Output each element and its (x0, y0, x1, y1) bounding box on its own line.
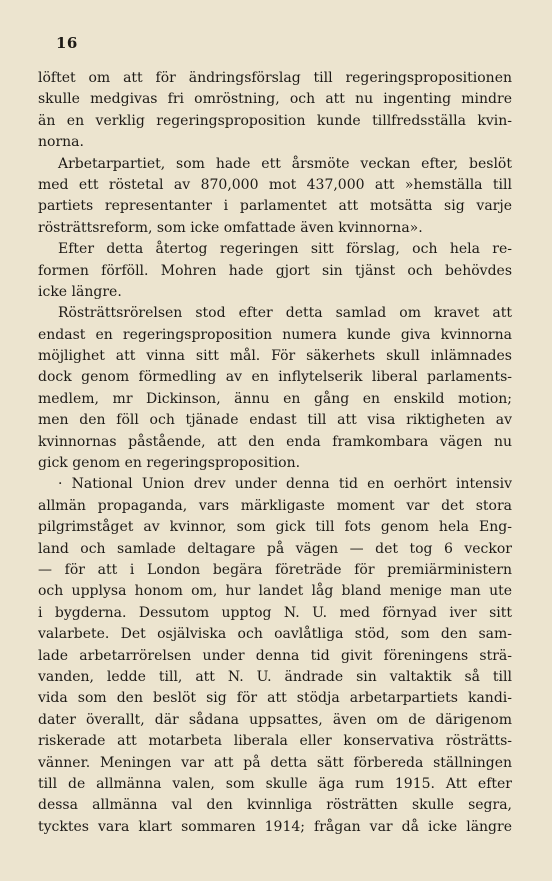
text-line: Rösträttsrörelsen stod efter detta samlad om kravet att (58, 305, 512, 322)
text-line: vänner. Meningen var att på detta sätt förbereda ställningen (38, 754, 512, 771)
text-line: vida som den beslöt sig för att stödja arbetarpartiets kandi- (38, 690, 512, 707)
text-line: icke längre. (38, 283, 122, 300)
text-line: löftet om att för ändringsförslag till regeringspropositionen (38, 70, 512, 86)
text-line: möjlighet att vinna sitt mål. För säkerhets skull inlämnades (38, 348, 512, 365)
text-line: och upplysa honom om, hur landet låg bland menige man ute (38, 583, 512, 600)
text-line: pilgrimståget av kvinnor, som gick till fots genom hela Eng- (38, 519, 512, 536)
text-line: · National Union drev under denna tid en oerhört intensiv (58, 476, 512, 493)
text-line: rösträttsreform, som icke omfattade även kvinnorna». (38, 219, 423, 236)
text-line: kvinnornas påstående, att den enda framkombara vägen nu (38, 433, 512, 450)
text-line: Arbetarpartiet, som hade ett årsmöte veckan efter, beslöt (58, 155, 512, 172)
text-line: vanden, ledde till, att N. U. ändrade sin valtaktik så till (38, 668, 512, 685)
text-line: dock genom förmedling av en inflytelserik liberal parlaments- (38, 369, 512, 386)
text-line: med ett röstetal av 870,000 mot 437,000 att »hemställa till (38, 176, 512, 193)
text-line: Efter detta återtog regeringen sitt förslag, och hela re- (58, 241, 512, 258)
text-line: tycktes vara klart sommaren 1914; frågan var då icke längre (38, 818, 512, 835)
text-line: endast en regeringsproposition numera kunde giva kvinnorna (38, 326, 512, 343)
text-line: valarbete. Det osjälviska och oavlåtliga stöd, som den sam- (38, 626, 512, 643)
text-line: medlem, mr Dickinson, ännu en gång en enskild motion; (38, 390, 512, 407)
text-line: än en verklig regeringsproposition kunde tillfredsställa kvin- (38, 112, 512, 129)
text-line: dessa allmänna val den kvinnliga rösträtten skulle segra, (38, 797, 512, 814)
text-line: skulle medgivas fri omröstning, och att nu ingenting mindre (38, 91, 512, 108)
text-line: i bygderna. Dessutom upptog N. U. med förnyad iver sitt (38, 604, 512, 621)
text-line: dater överallt, där sådana uppsattes, även om de därigenom (38, 711, 512, 728)
text-line: norna. (38, 134, 84, 151)
text-line: formen förföll. Mohren hade gjort sin tjänst och behövdes (38, 262, 512, 279)
page-number: 16 (56, 34, 78, 52)
text-line: riskerade att motarbeta liberala eller konservativa rösträtts- (38, 733, 512, 750)
text-line: gick genom en regeringsproposition. (38, 455, 301, 472)
text-line: — för att i London begära företräde för premiärministern (38, 561, 512, 578)
text-line: land och samlade deltagare på vägen — det tog 6 veckor (38, 540, 512, 557)
body-text (38, 68, 512, 838)
text-line: allmän propaganda, vars märkligaste moment var det stora (38, 497, 512, 514)
text-line: men den föll och tjänade endast till att visa riktigheten av (38, 412, 512, 429)
text-line: partiets representanter i parlamentet att motsätta sig varje (38, 198, 512, 215)
text-line: lade arbetarrörelsen under denna tid givit föreningens strä- (38, 647, 512, 664)
text-line: till de allmänna valen, som skulle äga rum 1915. Att efter (38, 775, 512, 792)
